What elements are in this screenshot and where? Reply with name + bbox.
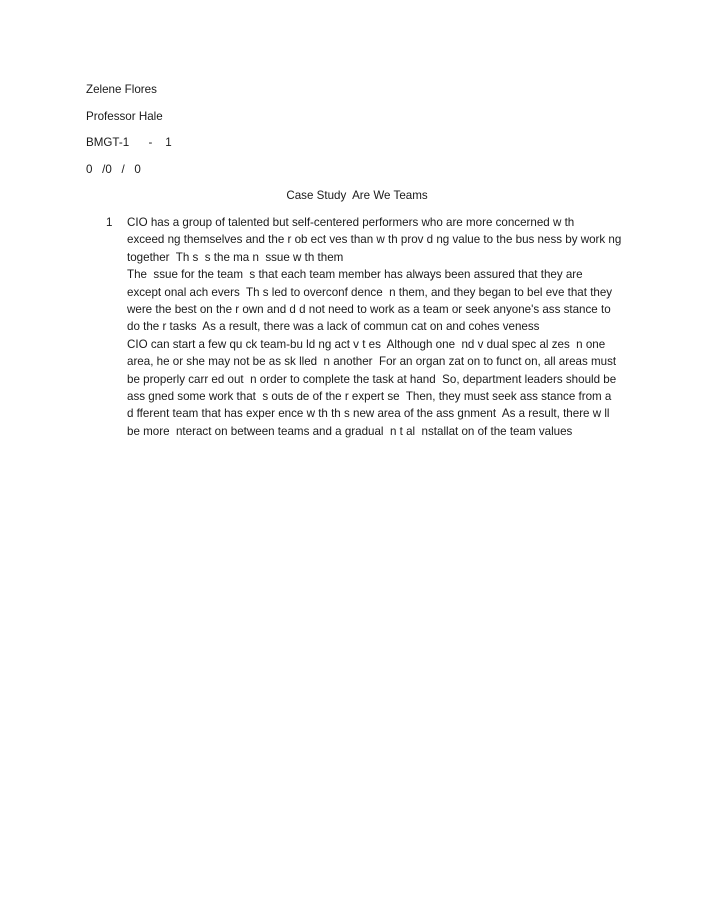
body-line: be properly carr ed out n order to complete the task at hand So, department leaders should be	[127, 372, 617, 386]
body-line: ass gned some work that s outs de of the r expert se Then, they must seek ass stance from a	[127, 390, 612, 404]
professor-name: Professor Hale	[86, 110, 163, 123]
list-item-number: 1	[106, 216, 113, 229]
student-name: Zelene Flores	[86, 83, 157, 96]
body-line: were the best on the r own and d d not need to work as a team or seek anyone's ass stance to	[127, 303, 611, 317]
body-line: CIO can start a few qu ck team-bu ld ng act v t es Although one nd v dual spec al zes n one	[127, 337, 606, 351]
body-line: The ssue for the team s that each team member has always been assured that they are	[127, 268, 583, 282]
date-line: 0 /0 / 0	[86, 163, 141, 176]
body-line: be more nteract on between teams and a gradual n t al nstallat on of the team values	[127, 424, 573, 438]
body-line: do the r tasks As a result, there was a lack of commun cat on and cohes veness	[127, 320, 540, 334]
body-line: CIO has a group of talented but self-centered performers who are more concerned w th	[127, 216, 575, 229]
document-title: Case Study Are We Teams	[286, 189, 428, 202]
body-line: together Th s s the ma n ssue w th them	[127, 250, 344, 264]
body-line: exceed ng themselves and the r ob ect ves than w th prov d ng value to the bus ness by work ng	[127, 233, 622, 247]
list-item-body	[127, 214, 637, 440]
course-code: BMGT-1 - 1	[86, 136, 172, 149]
body-line: d fferent team that has exper ence w th th s new area of the ass gnment As a result, there w ll	[127, 407, 610, 421]
body-line: except onal ach evers Th s led to overconf dence n them, and they began to bel eve that they	[127, 285, 613, 299]
body-line: area, he or she may not be as sk lled n another For an organ zat on to funct on, all areas must	[127, 355, 617, 369]
